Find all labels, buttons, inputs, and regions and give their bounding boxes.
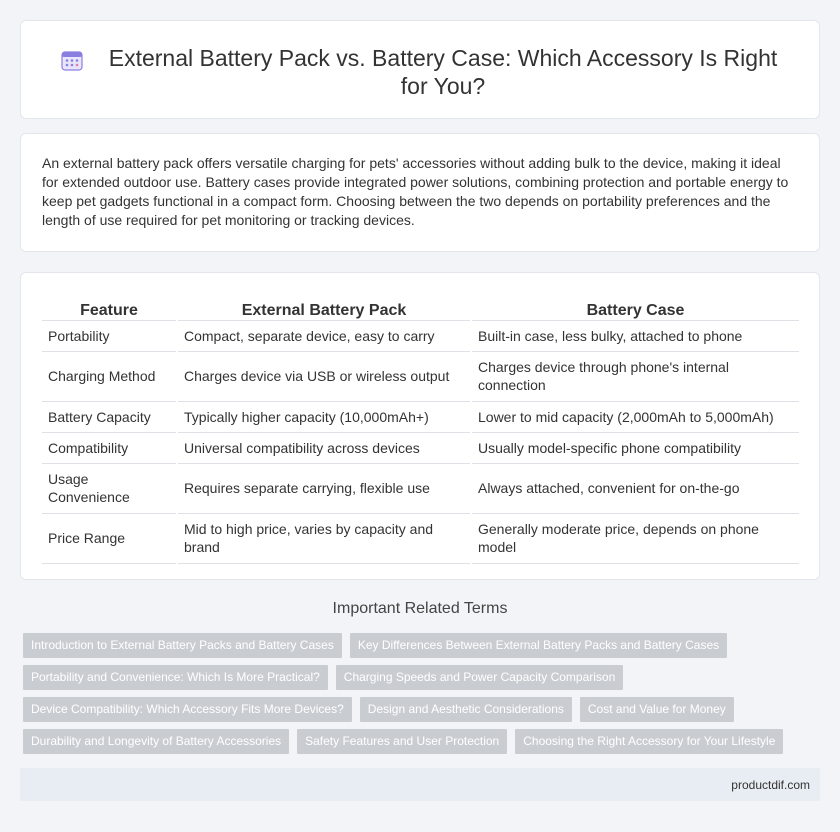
table-cell: Universal compatibility across devices (177, 432, 471, 463)
related-terms-heading: Important Related Terms (332, 600, 508, 617)
table-cell: Price Range (42, 513, 177, 563)
table-cell: Compact, separate device, easy to carry (177, 320, 471, 351)
table-cell: Built-in case, less bulky, attached to phone (471, 320, 799, 351)
footer (20, 768, 820, 801)
table-cell: Requires separate carrying, flexible use (177, 463, 471, 513)
related-term-tag[interactable]: Cost and Value for Money (580, 697, 734, 722)
table-cell: Typically higher capacity (10,000mAh+) (177, 401, 471, 432)
comparison-table-card (20, 272, 820, 580)
table-row (42, 432, 799, 463)
related-term-tag[interactable]: Key Differences Between External Battery Packs and Battery Cases (350, 633, 727, 658)
related-term-tag[interactable]: Safety Features and User Protection (297, 729, 507, 754)
table-header-cell: Battery Case (471, 295, 799, 320)
table-cell: Compatibility (42, 432, 177, 463)
table-row (42, 513, 799, 563)
table-header-row (42, 295, 799, 320)
intro-paragraph: An external battery pack offers versatile charging for pets' accessories without adding bulk to the device, making it ideal for extended outdoor use. Battery cases provide integrated power solutions, combining protection and portable energy to keep pet gadgets functional in a compact form. Choosing between the two depends on portability preferences and the length of use required for pet monitoring or tracking devices. (42, 155, 789, 228)
related-terms-list (23, 633, 823, 761)
table-cell: Usually model-specific phone compatibility (471, 432, 799, 463)
table-cell: Battery Capacity (42, 401, 177, 432)
table-row (42, 351, 799, 401)
related-term-tag[interactable]: Charging Speeds and Power Capacity Comparison (336, 665, 623, 690)
related-term-tag[interactable]: Durability and Longevity of Battery Accessories (23, 729, 289, 754)
table-cell: Always attached, convenient for on-the-go (471, 463, 799, 513)
table-cell: Charges device through phone's internal connection (471, 351, 799, 401)
intro-card (20, 133, 820, 252)
header-card (20, 20, 820, 119)
related-term-tag[interactable]: Portability and Convenience: Which Is More Practical? (23, 665, 328, 690)
related-term-tag[interactable]: Choosing the Right Accessory for Your Lifestyle (515, 729, 783, 754)
footer-site-link[interactable]: productdif.com (731, 778, 810, 792)
related-term-tag[interactable]: Device Compatibility: Which Accessory Fits More Devices? (23, 697, 352, 722)
table-row (42, 463, 799, 513)
table-cell: Charging Method (42, 351, 177, 401)
related-term-tag[interactable]: Design and Aesthetic Considerations (360, 697, 572, 722)
table-cell: Mid to high price, varies by capacity and brand (177, 513, 471, 563)
table-row (42, 401, 799, 432)
table-row (42, 320, 799, 351)
table-cell: Generally moderate price, depends on phone model (471, 513, 799, 563)
table-cell: Lower to mid capacity (2,000mAh to 5,000mAh) (471, 401, 799, 432)
page-title: External Battery Pack vs. Battery Case: Which Accessory Is Right for You? (108, 45, 778, 99)
table-cell: Portability (42, 320, 177, 351)
calendar-grid-icon (61, 49, 83, 71)
table-header-cell: External Battery Pack (177, 295, 471, 320)
related-term-tag[interactable]: Introduction to External Battery Packs and Battery Cases (23, 633, 342, 658)
table-cell: Usage Convenience (42, 463, 177, 513)
comparison-table (42, 295, 799, 564)
table-cell: Charges device via USB or wireless output (177, 351, 471, 401)
table-header-cell: Feature (42, 295, 177, 320)
